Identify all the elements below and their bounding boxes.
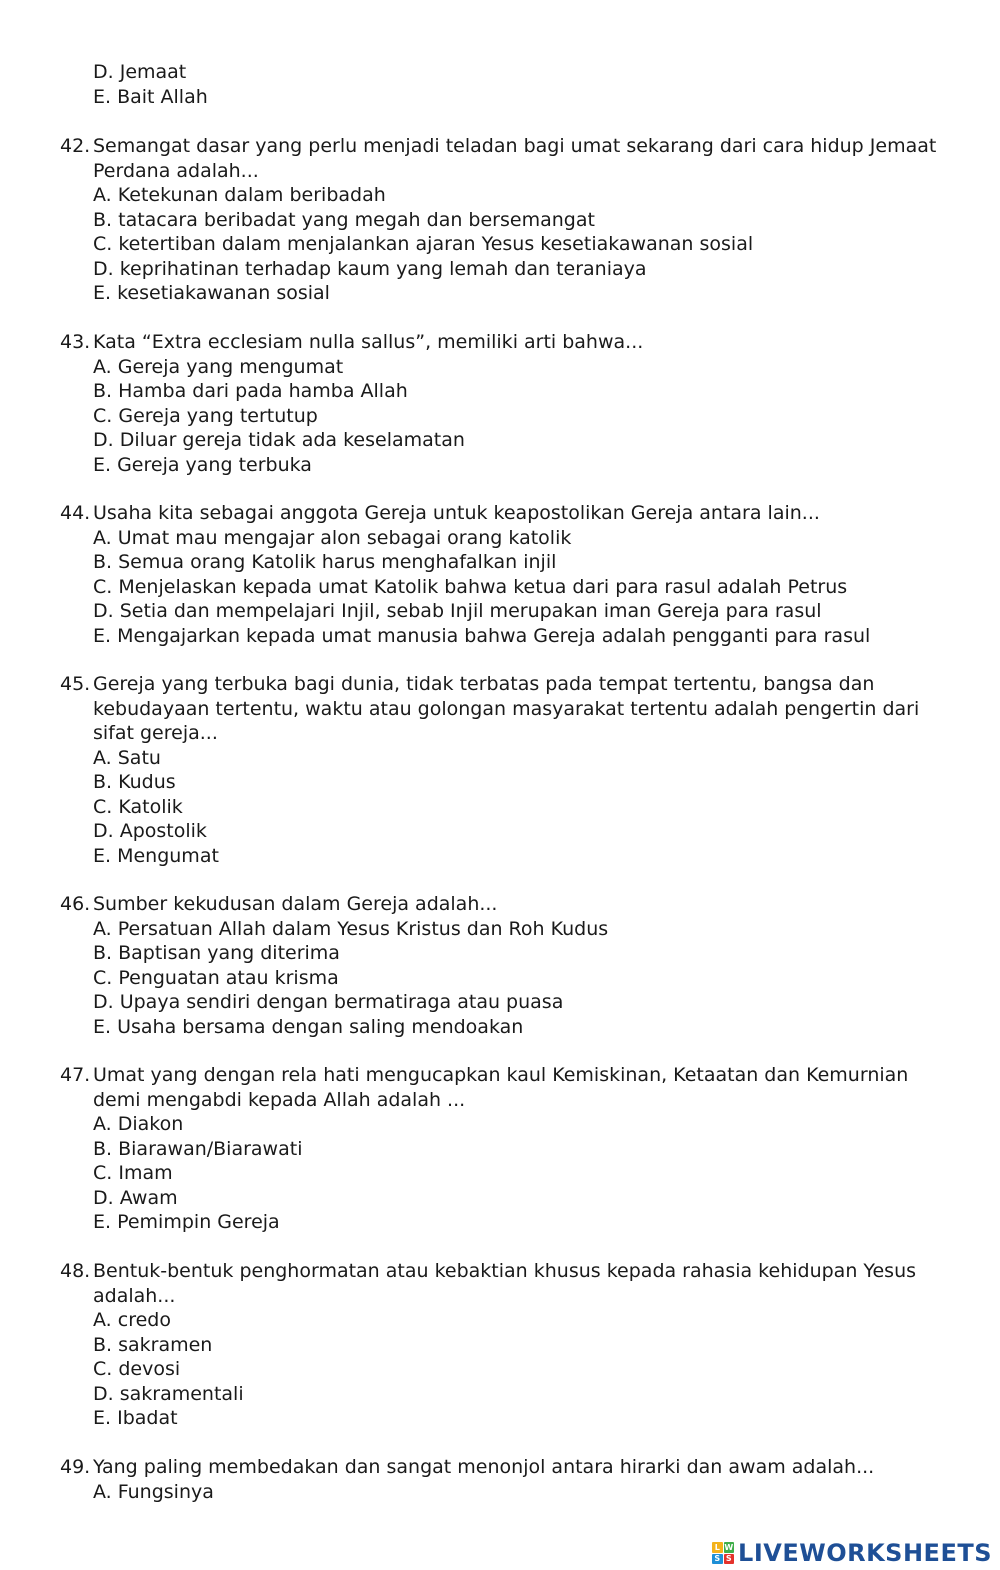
question-number: 47.	[60, 1064, 91, 1086]
question-number: 46.	[60, 893, 91, 915]
option-c: C. Katolik	[93, 795, 183, 818]
option-b: B. sakramen	[93, 1333, 213, 1356]
option-c: C. Menjelaskan kepada umat Katolik bahwa ketua dari para rasul adalah Petrus	[93, 575, 848, 598]
option-d: D. Setia dan mempelajari Injil, sebab Injil merupakan iman Gereja para rasul	[93, 600, 822, 622]
option-e: E. Usaha bersama dengan saling mendoakan	[93, 1015, 524, 1038]
question-number: 45.	[60, 673, 91, 695]
question-number: 43.	[60, 331, 91, 353]
option-a: A. credo	[93, 1309, 171, 1331]
option-e: E. Ibadat	[93, 1407, 178, 1429]
option-a: A. Diakon	[93, 1113, 184, 1135]
option-b: B. Hamba dari pada hamba Allah	[93, 380, 408, 402]
option-c: C. devosi	[93, 1358, 181, 1380]
question-text: Yang paling membedakan dan sangat menonjol antara hirarki dan awam adalah...	[93, 1456, 875, 1478]
option-d: D. Awam	[93, 1186, 178, 1209]
option-e: E. Gereja yang terbuka	[93, 453, 312, 476]
question-text: Bentuk-bentuk penghormatan atau kebaktian khusus kepada rahasia kehidupan Yesus adalah...	[93, 1260, 917, 1307]
question-number: 49.	[60, 1456, 91, 1478]
option-c: C. Gereja yang tertutup	[93, 404, 318, 427]
question-43	[60, 330, 940, 477]
liveworksheets-wordmark: LIVEWORKSHEETS	[738, 1539, 992, 1567]
question-48	[60, 1259, 940, 1431]
option-c: C. ketertiban dalam menjalankan ajaran Yesus kesetiakawanan sosial	[93, 233, 754, 255]
option-e: E. Mengumat	[93, 844, 219, 867]
question-text: Gereja yang terbuka bagi dunia, tidak terbatas pada tempat tertentu, bangsa dan kebudayaan tertentu, waktu atau golongan masyarakat tertentu adalah pengertin dari sifat gereja...	[93, 673, 920, 744]
question-number: 44.	[60, 502, 91, 524]
carryover-option-d: D. Jemaat	[93, 61, 187, 83]
option-b: B. Biarawan/Biarawati	[93, 1137, 303, 1160]
liveworksheets-watermark	[712, 1538, 992, 1568]
option-d: D. Diluar gereja tidak ada keselamatan	[93, 429, 465, 451]
option-d: D. sakramentali	[93, 1382, 244, 1405]
question-text: Kata “Extra ecclesiam nulla sallus”, memiliki arti bahwa...	[93, 331, 644, 353]
question-text: Umat yang dengan rela hati mengucapkan kaul Kemiskinan, Ketaatan dan Kemurnian demi mengabdi kepada Allah adalah ...	[93, 1064, 909, 1111]
option-a: A. Ketekunan dalam beribadah	[93, 184, 386, 206]
option-d: D. Apostolik	[93, 820, 207, 842]
option-b: B. Baptisan yang diterima	[93, 942, 340, 964]
option-c: C. Imam	[93, 1162, 173, 1184]
option-a: A. Umat mau mengajar alon sebagai orang katolik	[93, 526, 572, 549]
question-number: 42.	[60, 135, 91, 157]
question-text: Usaha kita sebagai anggota Gereja untuk keapostolikan Gereja antara lain...	[93, 502, 820, 524]
option-a: A. Gereja yang mengumat	[93, 355, 344, 378]
option-d: D. Upaya sendiri dengan bermatiraga atau puasa	[93, 991, 564, 1013]
liveworksheets-logo-icon: L W S S	[712, 1542, 734, 1564]
question-text: Semangat dasar yang perlu menjadi teladan bagi umat sekarang dari cara hidup Jemaat Perdana adalah...	[93, 135, 937, 182]
question-42	[60, 134, 940, 306]
carryover-option-e: E. Bait Allah	[93, 86, 208, 108]
option-d: D. keprihatinan terhadap kaum yang lemah dan teraniaya	[93, 257, 647, 280]
option-e: E. kesetiakawanan sosial	[93, 282, 330, 304]
option-a: A. Persatuan Allah dalam Yesus Kristus dan Roh Kudus	[93, 917, 609, 940]
question-47	[60, 1063, 940, 1235]
option-a: A. Satu	[93, 746, 161, 769]
question-46	[60, 892, 940, 1039]
option-c: C. Penguatan atau krisma	[93, 966, 339, 989]
option-b: B. Semua orang Katolik harus menghafalkan injil	[93, 551, 557, 573]
option-e: E. Mengajarkan kepada umat manusia bahwa Gereja adalah pengganti para rasul	[93, 624, 871, 647]
question-text: Sumber kekudusan dalam Gereja adalah...	[93, 893, 498, 915]
question-44	[60, 501, 940, 648]
question-45	[60, 672, 940, 868]
question-number: 48.	[60, 1260, 91, 1282]
option-b: B. Kudus	[93, 771, 176, 793]
option-e: E. Pemimpin Gereja	[93, 1211, 280, 1233]
option-a: A. Fungsinya	[93, 1480, 214, 1503]
option-b: B. tatacara beribadat yang megah dan bersemangat	[93, 208, 595, 231]
question-49	[60, 1455, 940, 1504]
